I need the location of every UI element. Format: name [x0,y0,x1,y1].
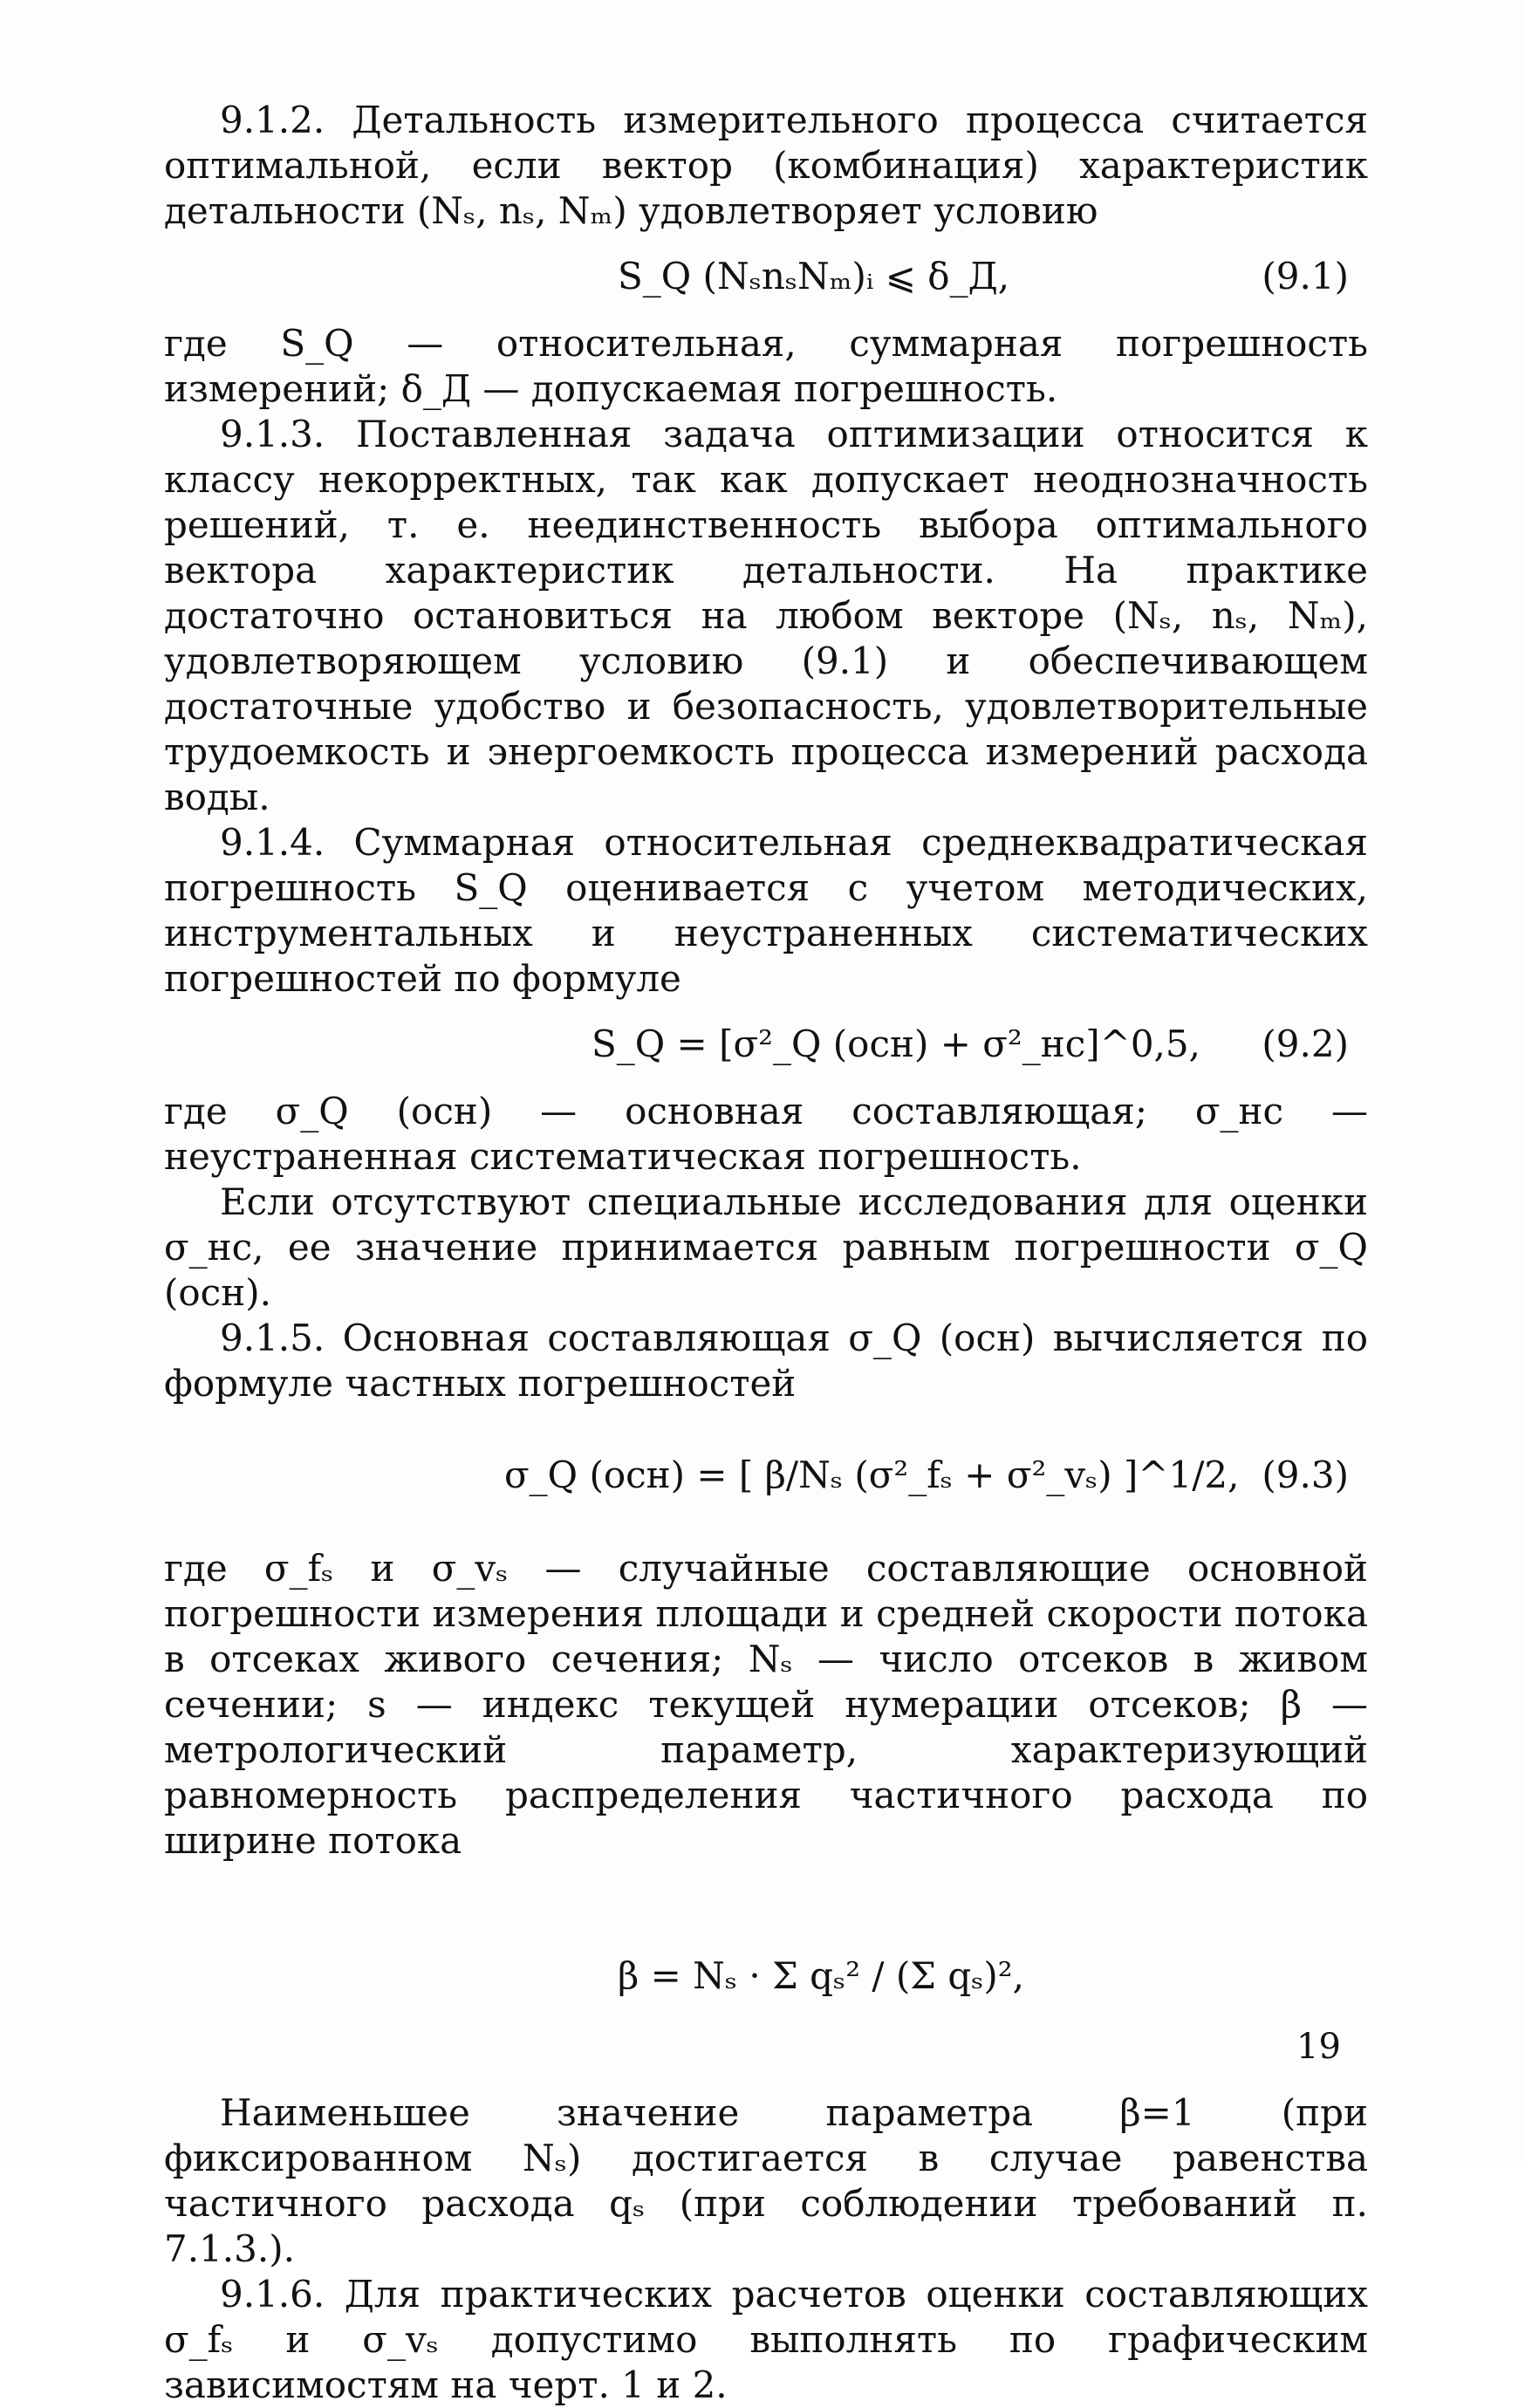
paragraph-9-1-4: 9.1.4. Суммарная относительная среднеквадратическая погрешность S_Q оценивается с учетом методических, инструментальных и неустраненных систематических погрешностей по формуле [164,821,1368,1000]
formula-beta [164,1867,1368,2085]
formula-beta-expression: β = Nₛ · Σ qₛ² / (Σ qₛ)², [618,1954,1024,1997]
paragraph-9-1-4-extra: Если отсутствуют специальные исследования для оценки σ_нс, ее значение принимается равным погрешности σ_Q (осн). [164,1180,1368,1314]
paragraph-9-1-5-minimum: Наименьшее значение параметра β=1 (при фиксированном Nₛ) достигается в случае равенства частичного расхода qₛ (при соблюдении требований п. 7.1.3.). [164,2091,1368,2270]
formula-9-2-number: (9.2) [1262,1023,1349,1065]
paragraph-9-1-2-after: где S_Q — относительная, суммарная погрешность измерений; δ_Д — допускаемая погрешность. [164,322,1368,410]
body-text [164,98,1368,2408]
formula-9-2-expression: S_Q = [σ²_Q (осн) + σ²_нс]^0,5, [592,1023,1200,1065]
page-number: 19 [1296,2027,1341,2067]
formula-9-2 [164,1005,1368,1084]
formula-9-3-expression: σ_Q (осн) = [ β/Nₛ (σ²_fₛ + σ²_vₛ) ]^1/2, [504,1454,1240,1496]
paragraph-9-1-5: 9.1.5. Основная составляющая σ_Q (осн) вычисляется по формуле частных погрешностей [164,1317,1368,1405]
formula-9-1 [164,237,1368,316]
formula-9-3-number: (9.3) [1262,1454,1349,1496]
paragraph-9-1-4-after: где σ_Q (осн) — основная составляющая; σ_нс — неустраненная систематическая погрешность. [164,1090,1368,1178]
paragraph-9-1-2: 9.1.2. Детальность измерительного процесса считается оптимальной, если вектор (комбинация) характеристик детальности (Nₛ, nₛ, Nₘ) удовлетворяет условию [164,99,1368,232]
formula-9-1-number: (9.1) [1262,255,1349,298]
paragraph-9-1-3: 9.1.3. Поставленная задача оптимизации относится к классу некорректных, так как допускает неоднозначность решений, т. е. неединственность выбора оптимального вектора характеристик детальности. На практике достаточно остановиться на любом векторе (Nₛ, nₛ, Nₘ), удовлетворяющем условию (9.1) и обеспечивающем достаточные удобство и безопасность, удовлетворительные трудоемкость и энергоемкость процесса измерений расхода воды. [164,413,1368,818]
formula-9-1-expression: S_Q (NₛnₛNₘ)ᵢ ⩽ δ_Д, [618,255,1010,298]
paragraph-9-1-6: 9.1.6. Для практических расчетов оценки составляющих σ_fₛ и σ_vₛ допустимо выполнять по графическим зависимостям на черт. 1 и 2. [164,2273,1368,2406]
formula-9-3 [164,1410,1368,1541]
paragraph-9-1-5-after: где σ_fₛ и σ_vₛ — случайные составляющие основной погрешности измерения площади и средней скорости потока в отсеках живого сечения; Nₛ — число отсеков в живом сечении; s — индекс текущей нумерации отсеков; β — метрологический параметр, характеризующий равномерность распределения частичного расхода по ширине потока [164,1547,1368,1862]
